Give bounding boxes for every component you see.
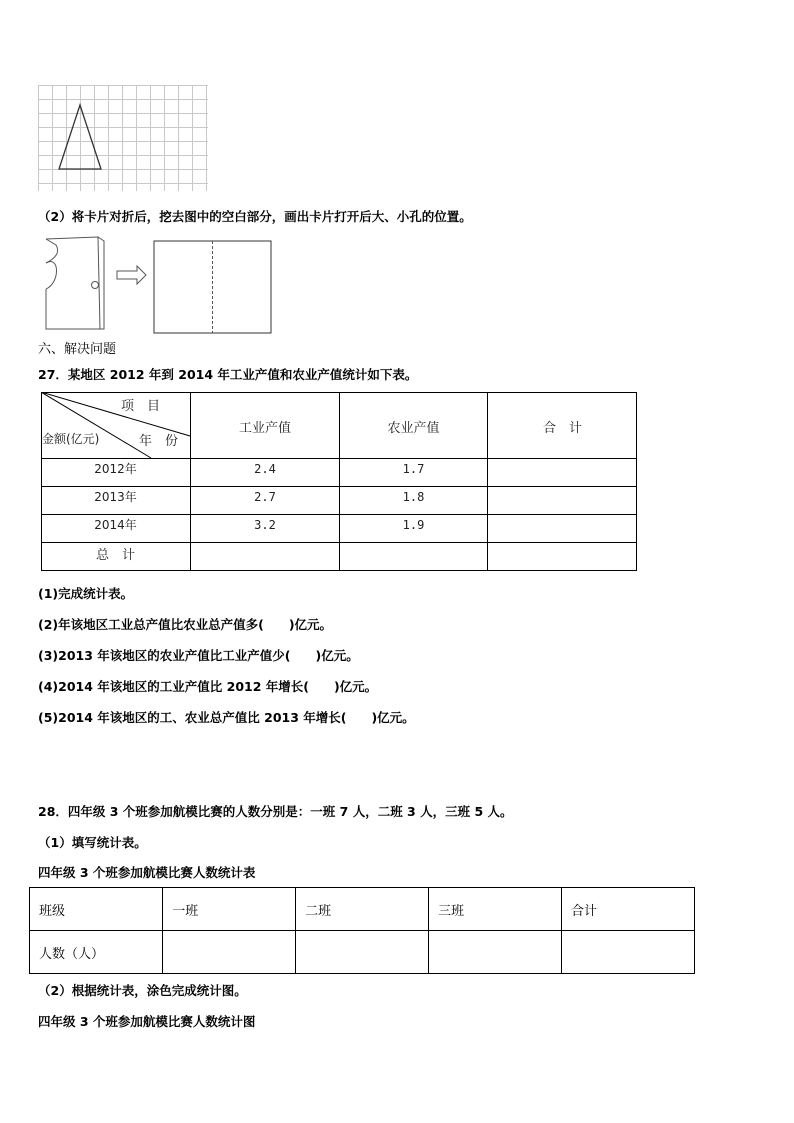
header-amount-label: 金额(亿元)	[42, 432, 100, 446]
cell-count-total[interactable]	[562, 931, 695, 974]
row-year: 2013年	[94, 490, 137, 504]
column-industry: 工业产值	[238, 421, 291, 436]
header-class-1: 一班	[163, 888, 296, 931]
column-agriculture: 农业产值	[387, 421, 440, 436]
cell-count-class-3[interactable]	[429, 931, 562, 974]
total-row-label: 总 计	[95, 548, 135, 563]
folded-card-figure	[40, 233, 280, 335]
q27-table	[41, 392, 637, 571]
cell-agriculture: 1.7	[402, 462, 425, 476]
cell-industry: 2.4	[254, 462, 276, 476]
grid-triangle-figure	[38, 85, 208, 191]
q28-part1: （1）填写统计表。	[38, 835, 147, 850]
section-6-title: 六、解决问题	[38, 342, 117, 357]
header-year-label: 年 份	[139, 434, 179, 449]
q28-table-title: 四年级 3 个班参加航模比赛人数统计表	[38, 865, 256, 880]
cell-count-class-1[interactable]	[163, 931, 296, 974]
q27-sub1: (1)完成统计表。	[38, 586, 134, 601]
q27-sub2: (2)年该地区工业总产值比农业总产值多( )亿元。	[38, 617, 333, 632]
header-item-label: 项 目	[121, 399, 161, 414]
table-row	[30, 888, 695, 931]
row-year: 2012年	[94, 462, 137, 476]
header-class: 班级	[30, 888, 163, 931]
cell-count-class-2[interactable]	[296, 931, 429, 974]
row-year: 2014年	[94, 518, 137, 532]
row-label-count: 人数（人）	[30, 931, 163, 974]
column-total: 合 计	[542, 421, 582, 436]
q26-part2-text: （2）将卡片对折后，挖去图中的空白部分，画出卡片打开后大、小孔的位置。	[38, 209, 472, 224]
q27-title: 27．某地区 2012 年到 2014 年工业产值和农业产值统计如下表。	[38, 367, 418, 382]
cell-agriculture: 1.8	[402, 490, 425, 504]
cell-industry: 2.7	[254, 490, 276, 504]
header-total: 合计	[562, 888, 695, 931]
q28-part2: （2）根据统计表，涂色完成统计图。	[38, 983, 247, 998]
cell-industry: 3.2	[254, 518, 276, 532]
header-class-3: 三班	[429, 888, 562, 931]
q28-chart-title: 四年级 3 个班参加航模比赛人数统计图	[38, 1014, 256, 1029]
q27-sub3: (3)2013 年该地区的农业产值比工业产值少( )亿元。	[38, 648, 359, 663]
cell-agriculture: 1.9	[402, 518, 425, 532]
q27-sub4: (4)2014 年该地区的工业产值比 2012 年增长( )亿元。	[38, 679, 378, 694]
q27-sub5: (5)2014 年该地区的工、农业总产值比 2013 年增长( )亿元。	[38, 710, 415, 725]
table-row	[30, 931, 695, 974]
q28-table	[29, 887, 695, 974]
q28-title: 28．四年级 3 个班参加航模比赛的人数分别是：一班 7 人，二班 3 人，三班 5 人。	[38, 804, 513, 819]
header-class-2: 二班	[296, 888, 429, 931]
